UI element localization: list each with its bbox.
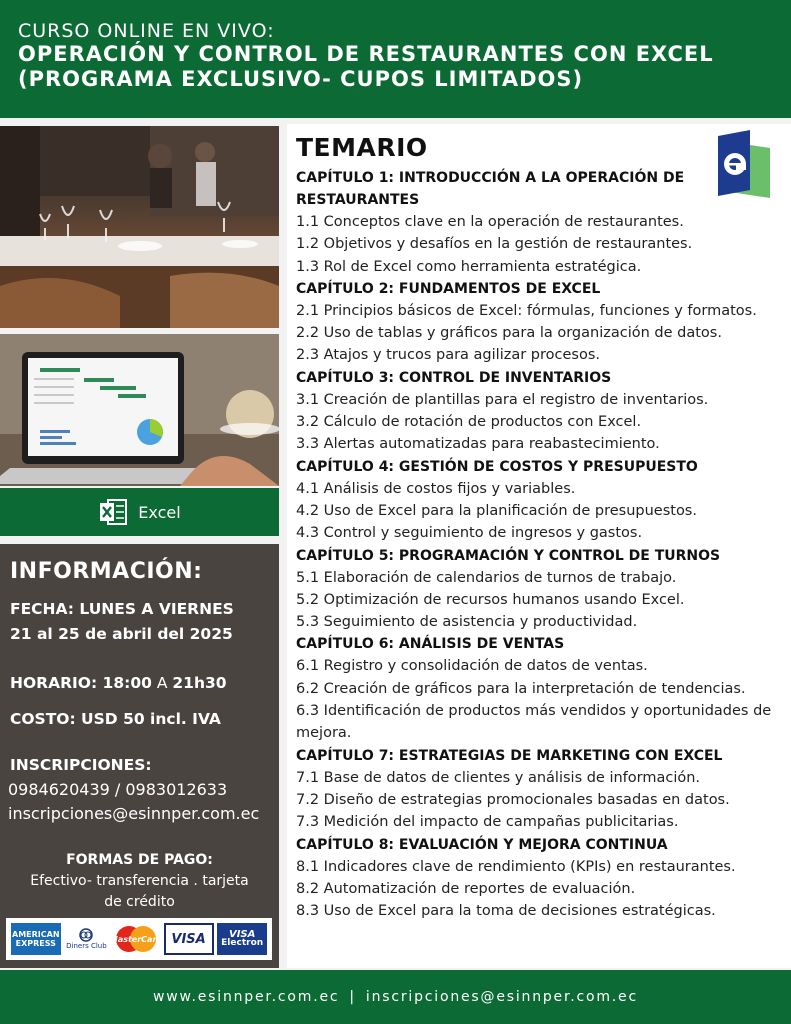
restaurant-scene-image	[0, 126, 279, 328]
footer-website-link[interactable]: www.esinnper.com.ec	[153, 989, 340, 1005]
chapter-item: 1.1 Conceptos clave en la operación de restaurantes.	[296, 214, 684, 230]
chapter-item: 2.3 Atajos y trucos para agilizar procesos.	[296, 347, 600, 364]
chapter-item: 8.1 Indicadores clave de rendimiento (KPIs) en restaurantes.	[296, 858, 736, 875]
diners-label: Diners Club	[66, 941, 107, 950]
footer-email-link[interactable]: inscripciones@esinnper.com.ec	[365, 989, 638, 1005]
chapter-title: CAPÍTULO 7: ESTRATEGIAS DE MARKETING CON EXCEL	[296, 747, 723, 764]
footer-separator: |	[349, 989, 356, 1005]
horario-text	[10, 674, 227, 692]
excel-icon	[98, 497, 128, 527]
chapter-title: CAPÍTULO 4: GESTIÓN DE COSTOS Y PRESUPUESTO	[296, 458, 698, 475]
chapter-title: CAPÍTULO 5: PROGRAMACIÓN Y CONTROL DE TURNOS	[296, 547, 721, 564]
diners-logo-icon	[79, 928, 93, 942]
payment-label: FORMAS DE PAGO:	[66, 852, 213, 868]
payment-methods-line1: Efectivo- transferencia . tarjeta	[30, 873, 249, 889]
course-title-line2: (PROGRAMA EXCLUSIVO- CUPOS LIMITADOS)	[18, 67, 584, 91]
horario-start: HORARIO: 18:00	[10, 674, 152, 692]
course-subtitle: CURSO ONLINE EN VIVO:	[18, 20, 275, 42]
fecha-text: FECHA: LUNES A VIERNES	[10, 600, 234, 618]
excel-badge	[0, 488, 279, 536]
chapter-item: 6.1 Registro y consolidación de datos de ventas.	[296, 658, 648, 675]
visa-card-icon: VISA	[164, 923, 214, 955]
table-of-contents	[296, 167, 782, 922]
phone-numbers: 0984620439 / 0983012633	[8, 780, 228, 799]
chapter-item: 4.1 Análisis de costos fijos y variables.	[296, 480, 576, 497]
horario-separator: A	[151, 674, 173, 692]
horario-end: 21h30	[172, 674, 227, 692]
chapter-item: 3.1 Creación de plantillas para el registro de inventarios.	[296, 391, 709, 408]
chapter-item: 5.3 Seguimiento de asistencia y productividad.	[296, 614, 638, 631]
chapter-item: 8.2 Automatización de reportes de evaluación.	[296, 880, 636, 897]
chapter-item: 8.3 Uso de Excel para la toma de decisiones estratégicas.	[296, 903, 716, 920]
payment-methods-line2: de crédito	[104, 894, 175, 910]
laptop-spreadsheet-image	[0, 334, 279, 486]
chapter-item: 7.1 Base de datos de clientes y análisis de información.	[296, 769, 701, 786]
chapter-item: 5.2 Optimización de recursos humanos usando Excel.	[296, 591, 685, 608]
chapter-item: 5.1 Elaboración de calendarios de turnos de trabajo.	[296, 569, 677, 586]
amex-card-icon: AMERICAN EXPRESS	[11, 923, 61, 955]
chapter-item: 6.3 Identificación de productos más vendidos y oportunidades de mejora.	[296, 703, 772, 742]
excel-label: Excel	[138, 502, 181, 522]
contact-email: inscripciones@esinnper.com.ec	[8, 804, 260, 823]
course-title-line1: OPERACIÓN Y CONTROL DE RESTAURANTES CON EXCEL	[18, 42, 714, 66]
chapter-item: 3.3 Alertas automatizadas para reabastecimiento.	[296, 436, 660, 453]
payment-cards	[6, 918, 272, 960]
temario-heading: TEMARIO	[296, 133, 428, 162]
header-banner	[0, 0, 791, 118]
chapter-title: CAPÍTULO 3: CONTROL DE INVENTARIOS	[296, 369, 612, 386]
inscripciones-label: INSCRIPCIONES:	[10, 756, 152, 774]
chapter-item: 2.2 Uso de tablas y gráficos para la organización de datos.	[296, 325, 722, 342]
chapter-item: 4.3 Control y seguimiento de ingresos y gastos.	[296, 525, 643, 542]
diners-card-icon	[64, 923, 108, 955]
visa-electron-card-icon	[217, 923, 267, 955]
chapter-item: 1.3 Rol de Excel como herramienta estratégica.	[296, 258, 642, 275]
mastercard-icon	[109, 923, 163, 955]
chapter-item: 7.3 Medición del impacto de campañas publicitarias.	[296, 814, 679, 831]
chapter-title: CAPÍTULO 1: INTRODUCCIÓN A LA OPERACIÓN DE RESTAURANTES	[296, 170, 685, 208]
electron-top: VISA	[228, 929, 256, 940]
laptop-photo	[0, 334, 279, 486]
chapter-item: 4.2 Uso de Excel para la planificación de presupuestos.	[296, 502, 697, 519]
chapter-item: 3.2 Cálculo de rotación de productos con Excel.	[296, 414, 642, 431]
costo-text: COSTO: USD 50 incl. IVA	[10, 710, 221, 728]
restaurant-photo	[0, 126, 279, 328]
chapter-item: 1.2 Objetivos y desafíos en la gestión de restaurantes.	[296, 236, 693, 253]
chapter-item: 7.2 Diseño de estrategias promocionales basadas en datos.	[296, 791, 730, 808]
fecha-dates: 21 al 25 de abril del 2025	[10, 625, 233, 643]
chapter-item: 6.2 Creación de gráficos para la interpretación de tendencias.	[296, 680, 746, 697]
chapter-title: CAPÍTULO 2: FUNDAMENTOS DE EXCEL	[296, 280, 601, 297]
electron-bottom: Electron	[221, 938, 264, 948]
info-heading: INFORMACIÓN:	[10, 559, 203, 584]
chapter-title: CAPÍTULO 6: ANÁLISIS DE VENTAS	[296, 636, 565, 653]
mastercard-label: MasterCard	[109, 934, 163, 944]
info-panel	[0, 544, 279, 968]
temario-panel	[287, 124, 791, 968]
chapter-item: 2.1 Principios básicos de Excel: fórmulas, funciones y formatos.	[296, 302, 757, 319]
footer-banner	[0, 970, 791, 1024]
chapter-title: CAPÍTULO 8: EVALUACIÓN Y MEJORA CONTINUA	[296, 836, 668, 853]
